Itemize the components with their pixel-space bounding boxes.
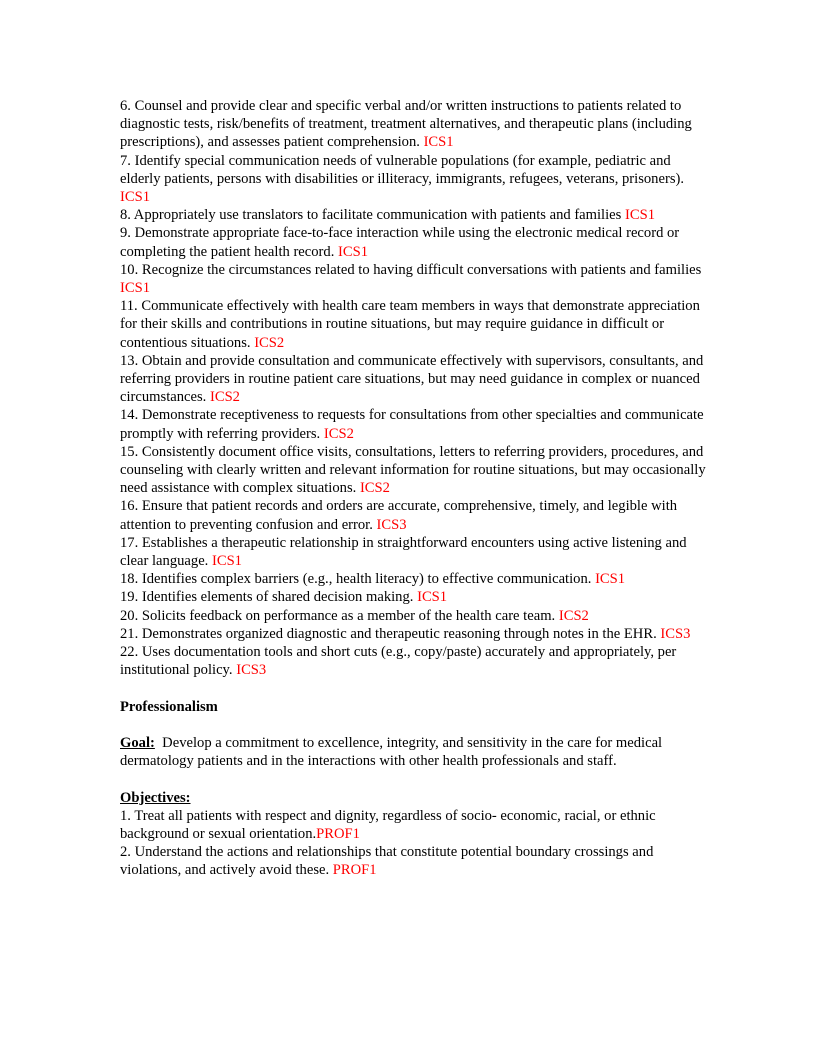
- competency-code: ICS1: [338, 243, 369, 260]
- goal-paragraph: [120, 734, 710, 770]
- objective-item: [120, 534, 710, 570]
- competency-code: ICS1: [624, 207, 655, 224]
- objective-item: [120, 152, 710, 207]
- spacer: [120, 716, 710, 734]
- objective-text: 13. Obtain and provide consultation and communicate effectively with supervisors, consultants, and referring providers in routine patient care situations, but may need guidance in complex or nuanced circumstances.: [120, 352, 704, 406]
- competency-code: ICS2: [323, 425, 354, 442]
- objective-item: [120, 643, 710, 679]
- objectives-heading: [120, 789, 710, 807]
- objective-item: [120, 588, 710, 606]
- competency-code: PROF1: [316, 826, 360, 843]
- objective-item: [120, 625, 710, 643]
- objective-text: 17. Establishes a therapeutic relationship in straightforward encounters using active listening and clear language.: [120, 534, 687, 570]
- objective-item: [120, 224, 710, 260]
- objective-item: [120, 406, 710, 442]
- objective-text: 10. Recognize the circumstances related to having difficult conversations with patients and families: [120, 261, 702, 278]
- objective-text: 20. Solicits feedback on performance as a member of the health care team.: [120, 607, 559, 624]
- objective-item: [120, 206, 710, 224]
- competency-code: ICS1: [423, 134, 454, 151]
- objective-item: [120, 497, 710, 533]
- objective-text: 6. Counsel and provide clear and specific verbal and/or written instructions to patients related to diagnostic tests, risk/benefits of treatment, treatment alternatives, and therapeutic plans (including prescriptions), and assesses patient comprehension.: [120, 98, 692, 151]
- objective-text: 8. Appropriately use translators to facilitate communication with patients and families: [120, 207, 625, 224]
- objective-item: [120, 570, 710, 588]
- document-page: [120, 97, 710, 880]
- objective-item: [120, 297, 710, 352]
- objective-text: 16. Ensure that patient records and orders are accurate, comprehensive, timely, and legible with attention to preventing confusion and error.: [120, 498, 678, 533]
- section-heading: Professionalism: [120, 698, 218, 715]
- objective-text: 9. Demonstrate appropriate face-to-face interaction while using the electronic medical record or completing the patient health record.: [120, 225, 680, 260]
- objective-text: 18. Identifies complex barriers (e.g., health literacy) to effective communication.: [120, 571, 596, 588]
- objectives-label: Objectives:: [120, 789, 191, 806]
- objective-text: 22. Uses documentation tools and short cuts (e.g., copy/paste) accurately and appropriately, per institutional policy.: [120, 644, 677, 679]
- objective-item: [120, 607, 710, 625]
- competency-code: ICS1: [595, 571, 626, 588]
- objective-item: [120, 843, 710, 879]
- competency-code: ICS3: [376, 516, 407, 533]
- competency-code: ICS3: [236, 662, 267, 679]
- competency-code: ICS1: [211, 553, 242, 570]
- competency-code: ICS2: [209, 389, 240, 406]
- objective-text: 7. Identify special communication needs of vulnerable populations (for example, pediatric and elderly patients, persons with disabilities or illiteracy, immigrants, refugees, veterans, prisoners).: [120, 152, 685, 187]
- ics-objectives-list: [120, 97, 710, 680]
- objective-item: [120, 807, 710, 843]
- spacer: [120, 770, 710, 788]
- competency-code: ICS2: [359, 480, 390, 497]
- competency-code: ICS1: [120, 189, 151, 206]
- objective-item: [120, 261, 710, 297]
- objective-item: [120, 352, 710, 407]
- competency-code: ICS2: [558, 607, 589, 624]
- competency-code: PROF1: [332, 862, 377, 879]
- objective-text: 11. Communicate effectively with health care team members in ways that demonstrate appreciation for their skills and contributions in routine situations, but may require guidance in difficult or contentious situations.: [120, 298, 700, 351]
- objective-item: [120, 97, 710, 152]
- objective-text: 19. Identifies elements of shared decision making.: [120, 589, 418, 606]
- goal-text: Develop a commitment to excellence, integrity, and sensitivity in the care for medical dermatology patients and in the interactions with other health professionals and staff.: [120, 735, 666, 770]
- objective-text: 14. Demonstrate receptiveness to requests for consultations from other specialties and communicate promptly with referring providers.: [120, 407, 704, 442]
- objective-text: 1. Treat all patients with respect and dignity, regardless of socio- economic, racial, or ethnic background or sexual orientation.: [120, 807, 656, 843]
- objective-item: [120, 443, 710, 498]
- competency-code: ICS1: [417, 589, 448, 606]
- spacer: [120, 680, 710, 698]
- objective-text: 2. Understand the actions and relationships that constitute potential boundary crossings and violations, and actively avoid these.: [120, 844, 654, 879]
- competency-code: ICS1: [120, 280, 151, 297]
- goal-label: Goal:: [120, 735, 155, 752]
- competency-code: ICS3: [660, 625, 691, 642]
- competency-code: ICS2: [254, 334, 285, 351]
- objective-text: 15. Consistently document office visits, consultations, letters to referring providers, procedures, and counseling with clearly written and relevant information for routine situations, but may occasionally need assistance with complex situations.: [120, 443, 706, 497]
- objective-text: 21. Demonstrates organized diagnostic and therapeutic reasoning through notes in the EHR.: [120, 625, 661, 642]
